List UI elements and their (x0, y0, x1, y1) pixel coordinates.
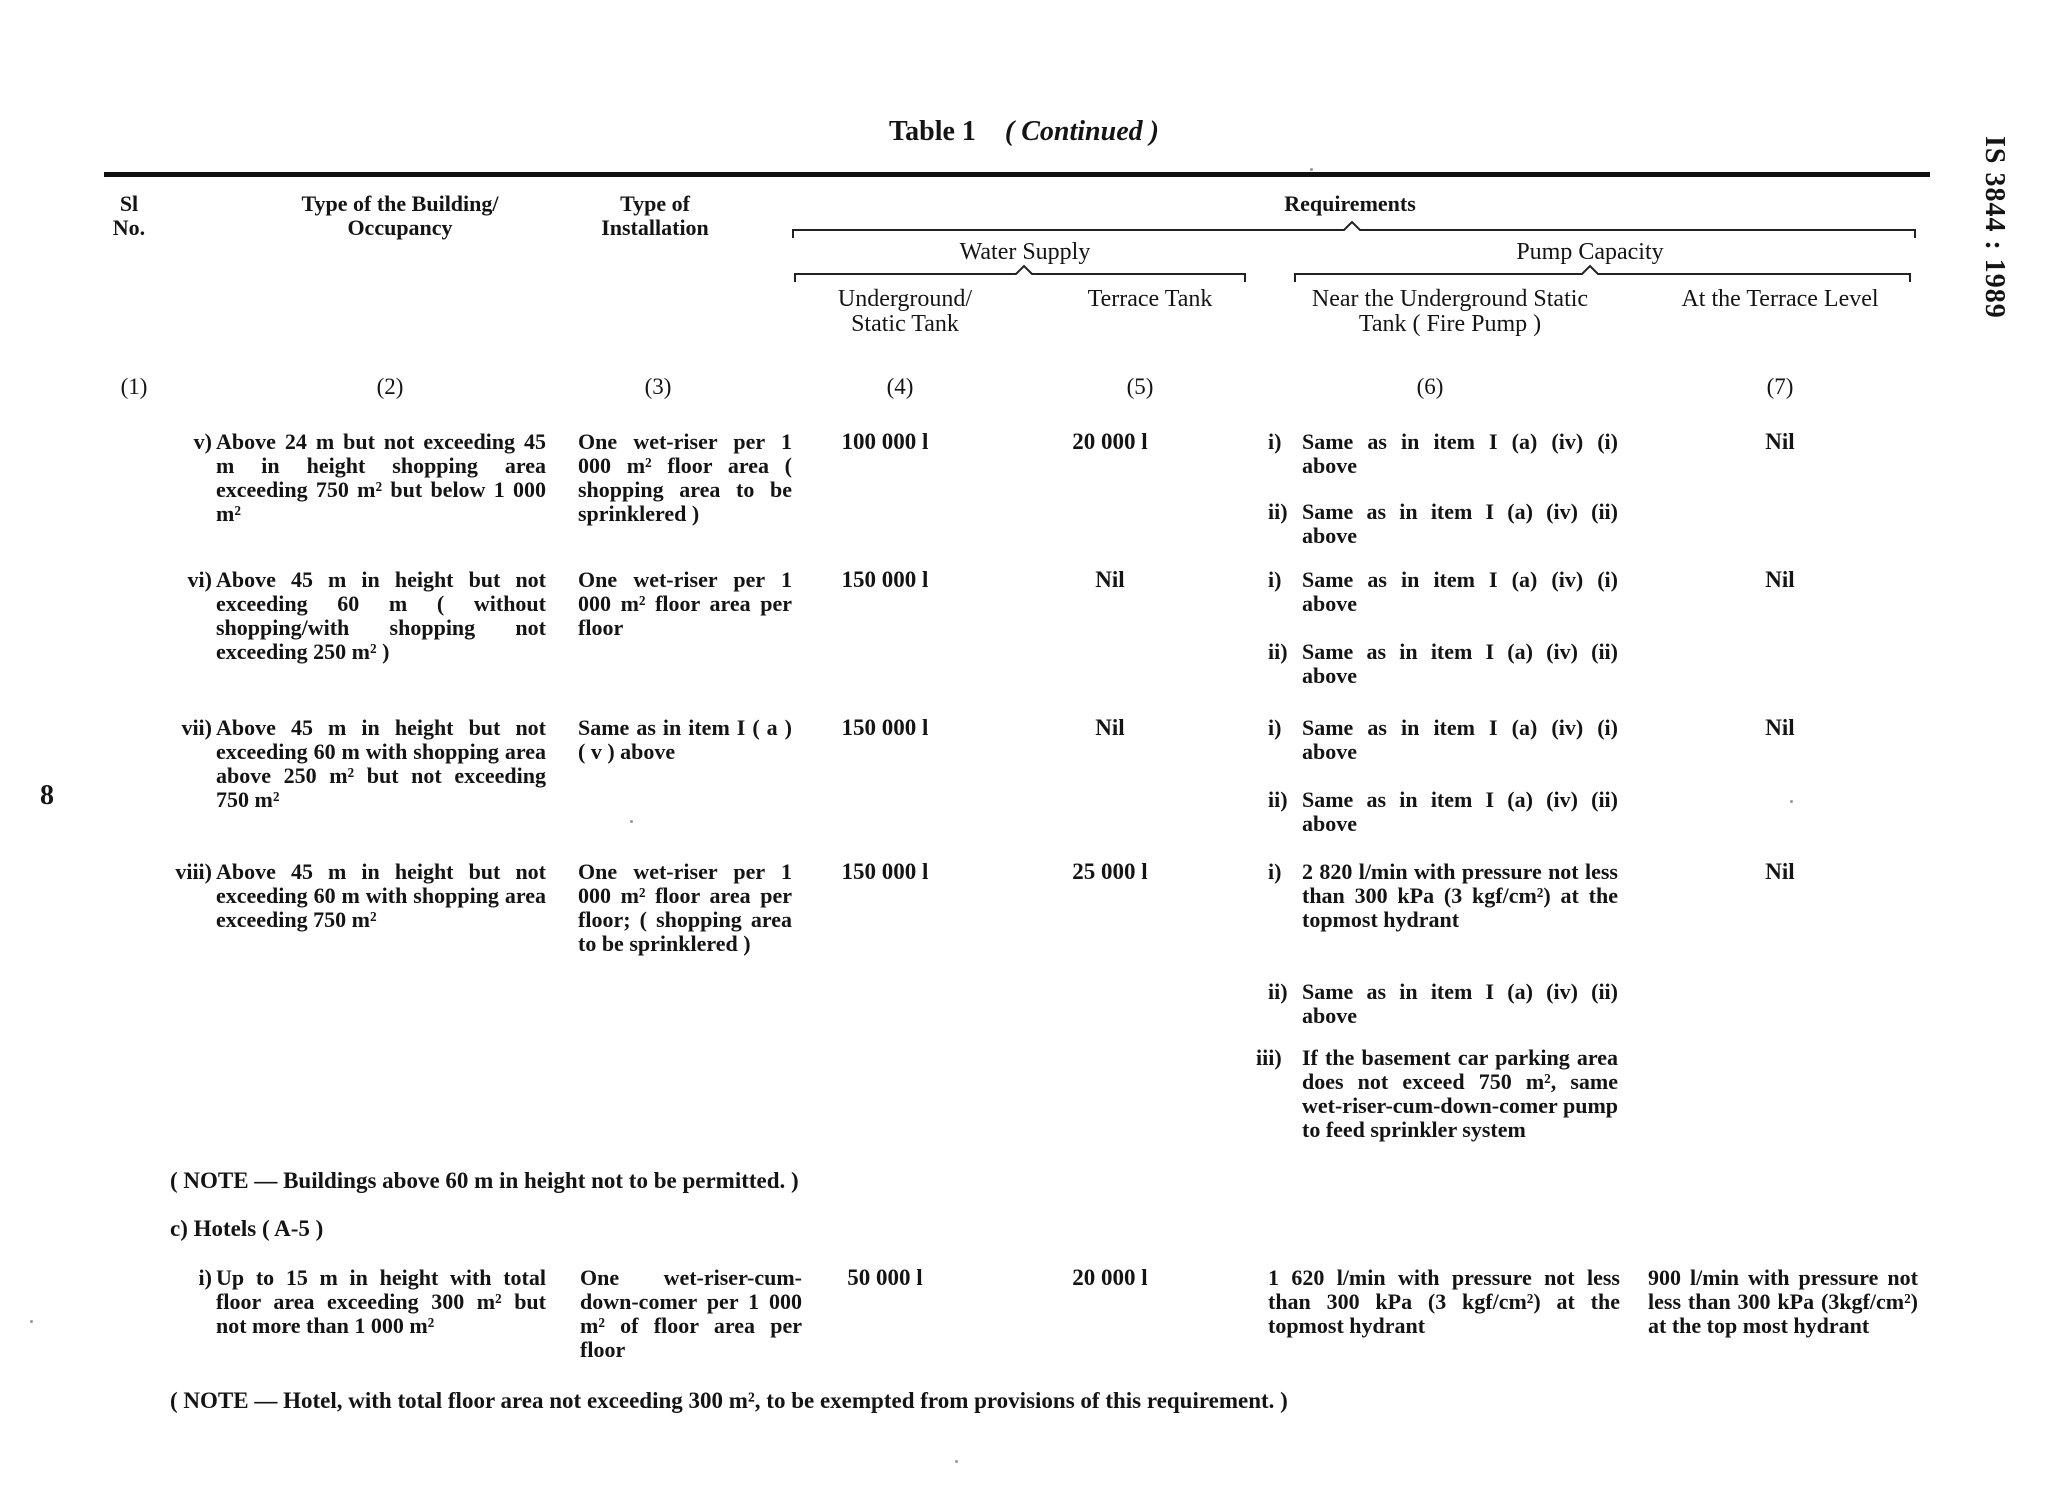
table-title-main: Table 1 (889, 116, 976, 147)
building-type: Above 45 m in height but not exceeding 60 m ( without shopping/with shopping not exceeding 250 m² ) (216, 567, 546, 664)
pump-item (1268, 788, 1618, 836)
pump-item (1268, 716, 1618, 764)
pump-item-text: 2 820 l/min with pressure not less than 300 kPa (3 kgf/cm²) at the topmost hydrant (1302, 859, 1618, 932)
pump-item-text: Same as in item I (a) (iv) (i) above (1302, 429, 1618, 478)
row-label: viii) (175, 859, 212, 884)
header-terrace-tank: Terrace Tank (1087, 286, 1213, 312)
terrace-tank-value: 20 000 l (1072, 1265, 1148, 1290)
pump-item-text: Same as in item I (a) (iv) (i) above (1302, 567, 1618, 616)
table-row (160, 860, 546, 932)
pump-item (1256, 1046, 1618, 1142)
terrace-level-value: Nil (1765, 567, 1795, 592)
pump-item-label: i) (1268, 567, 1282, 592)
header-near-underground: Near the Underground Static Tank ( Fire Pump ) (1311, 286, 1589, 337)
terrace-level-value: Nil (1765, 859, 1795, 884)
table-title-continued: ( Continued ) (1004, 116, 1159, 147)
pump-item-text: Same as in item I (a) (iv) (ii) above (1302, 787, 1618, 836)
pump-item-label: i) (1268, 429, 1282, 454)
pump-item-text: Same as in item I (a) (iv) (ii) above (1302, 979, 1618, 1028)
pump-capacity-value: 1 620 l/min with pressure not less than 300 kPa (3 kgf/cm²) at the topmost hydrant (1268, 1265, 1620, 1338)
row-label: vii) (181, 715, 212, 740)
column-number-5: (5) (1126, 374, 1154, 399)
row-label: v) (193, 429, 212, 454)
header-underground-static-tank: Underground/ Static Tank (837, 286, 973, 337)
column-number-6: (6) (1416, 374, 1444, 399)
header-terrace-level: At the Terrace Level (1681, 286, 1879, 312)
header-type-installation: Type of Installation (601, 191, 709, 240)
note-buildings-height: ( NOTE — Buildings above 60 m in height not to be permitted. ) (170, 1168, 799, 1193)
pump-item-text: Same as in item I (a) (iv) (ii) above (1302, 499, 1618, 548)
pump-item (1268, 980, 1618, 1028)
pump-item-label: ii) (1268, 639, 1288, 664)
header-water-supply: Water Supply (959, 239, 1091, 265)
table-row (160, 430, 546, 526)
terrace-level-value: Nil (1765, 715, 1795, 740)
header-sl-no: Sl No. (112, 191, 146, 240)
underground-tank-value: 150 000 l (841, 715, 929, 740)
section-hotels-heading: c) Hotels ( A-5 ) (170, 1216, 324, 1241)
scan-speck (630, 820, 633, 823)
scan-speck (1310, 168, 1313, 171)
pump-item (1268, 640, 1618, 688)
underground-tank-value: 150 000 l (841, 859, 929, 884)
header-requirements: Requirements (1284, 191, 1416, 216)
installation-type: Same as in item I ( a ) ( v ) above (578, 715, 792, 764)
terrace-tank-value: 25 000 l (1072, 859, 1148, 884)
pump-item-label: ii) (1268, 499, 1288, 524)
table-row (160, 1266, 546, 1338)
terrace-level-value: Nil (1765, 429, 1795, 454)
scan-speck (955, 1460, 958, 1463)
table-row (160, 716, 546, 812)
pump-item-label: ii) (1268, 979, 1288, 1004)
pump-item-label: ii) (1268, 787, 1288, 812)
column-number-7: (7) (1766, 374, 1794, 399)
scan-speck (30, 1320, 33, 1323)
underground-tank-value: 50 000 l (847, 1265, 923, 1290)
terrace-tank-value: Nil (1095, 567, 1125, 592)
pump-item (1268, 860, 1618, 932)
column-number-3: (3) (644, 374, 672, 399)
installation-type: One wet-riser-cum-down-comer per 1 000 m² of floor area per floor (580, 1265, 802, 1362)
column-number-4: (4) (886, 374, 914, 399)
header-pump-capacity: Pump Capacity (1516, 239, 1664, 265)
column-number-2: (2) (376, 374, 404, 399)
installation-type: One wet-riser per 1 000 m² floor area per floor; ( shopping area to be sprinklered ) (578, 859, 792, 956)
pump-item-label: i) (1268, 715, 1282, 740)
scan-speck (1790, 800, 1793, 803)
table-row (160, 568, 546, 664)
page-number: 8 (40, 780, 54, 811)
column-number-1: (1) (120, 374, 148, 399)
pump-item-text: If the basement car parking area does not exceed 750 m², same wet-riser-cum-down-comer pump to feed sprinkler system (1302, 1045, 1618, 1142)
underground-tank-value: 150 000 l (841, 567, 929, 592)
building-type: Above 24 m but not exceeding 45 m in height shopping area exceeding 750 m² but below 1 000 m² (216, 429, 546, 526)
standard-reference: IS 3844 : 1989 (1979, 136, 2010, 319)
row-label: vi) (187, 567, 212, 592)
note-hotel-exemption: ( NOTE — Hotel, with total floor area not exceeding 300 m², to be exempted from provisions of this requirement. ) (170, 1388, 1288, 1413)
building-type: Up to 15 m in height with total floor area exceeding 300 m² but not more than 1 000 m² (216, 1265, 546, 1338)
row-label: i) (198, 1265, 212, 1290)
building-type: Above 45 m in height but not exceeding 60 m with shopping area above 250 m² but not exceeding 750 m² (216, 715, 546, 812)
installation-type: One wet-riser per 1 000 m² floor area ( shopping area to be sprinklered ) (578, 429, 792, 526)
pump-item-label: iii) (1256, 1045, 1282, 1070)
pump-item-text: Same as in item I (a) (iv) (i) above (1302, 715, 1618, 764)
pump-item (1268, 430, 1618, 478)
pump-item (1268, 500, 1618, 548)
underground-tank-value: 100 000 l (841, 429, 929, 454)
header-type-building: Type of the Building/ Occupancy (301, 191, 499, 240)
pump-item-text: Same as in item I (a) (iv) (ii) above (1302, 639, 1618, 688)
building-type: Above 45 m in height but not exceeding 60 m with shopping area exceeding 750 m² (216, 859, 546, 932)
terrace-tank-value: 20 000 l (1072, 429, 1148, 454)
terrace-level-value: 900 l/min with pressure not less than 300 kPa (3kgf/cm²) at the top most hydrant (1648, 1265, 1918, 1338)
installation-type: One wet-riser per 1 000 m² floor area per floor (578, 567, 792, 640)
pump-item (1268, 568, 1618, 616)
terrace-tank-value: Nil (1095, 715, 1125, 740)
pump-item-label: i) (1268, 859, 1282, 884)
